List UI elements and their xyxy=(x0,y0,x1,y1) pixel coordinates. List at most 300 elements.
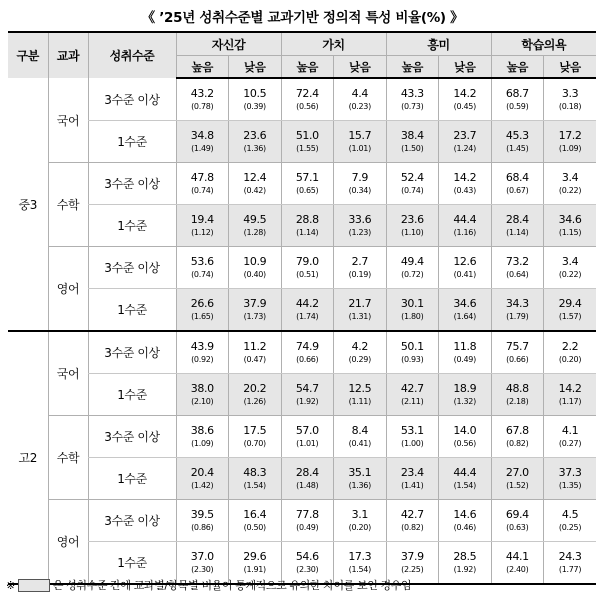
table-row xyxy=(8,458,596,500)
value-cell xyxy=(229,247,282,289)
standard-error: (1.55) xyxy=(296,144,319,153)
header-value: 가치 xyxy=(281,32,386,56)
value-cell xyxy=(491,205,544,247)
percent-value: 18.9 xyxy=(453,382,477,395)
standard-error: (1.54) xyxy=(348,565,371,574)
percent-value: 54.7 xyxy=(295,382,319,395)
value-cell xyxy=(281,374,334,416)
percent-value: 23.4 xyxy=(400,466,424,479)
percent-value: 12.5 xyxy=(348,382,372,395)
standard-error: (0.42) xyxy=(243,186,266,195)
percent-value: 20.4 xyxy=(190,466,214,479)
value-cell xyxy=(334,374,387,416)
percent-value: 27.0 xyxy=(505,466,529,479)
standard-error: (1.09) xyxy=(191,439,214,448)
value-cell xyxy=(176,331,229,374)
header-low: 낮음 xyxy=(334,56,387,79)
standard-error: (0.67) xyxy=(506,186,529,195)
percent-value: 3.4 xyxy=(561,255,579,268)
value-cell xyxy=(544,416,597,458)
standard-error: (1.64) xyxy=(453,312,476,321)
percent-value: 35.1 xyxy=(348,466,372,479)
header-high: 높음 xyxy=(491,56,544,79)
value-cell xyxy=(229,78,282,121)
value-cell xyxy=(334,458,387,500)
standard-error: (0.20) xyxy=(558,355,582,364)
standard-error: (1.10) xyxy=(401,228,424,237)
table-row xyxy=(8,416,596,458)
standard-error: (0.40) xyxy=(243,270,266,279)
value-cell xyxy=(334,247,387,289)
standard-error: (1.74) xyxy=(296,312,319,321)
percent-value: 2.7 xyxy=(351,255,368,268)
value-cell xyxy=(176,500,229,542)
percent-value: 21.7 xyxy=(348,297,372,310)
percent-value: 57.1 xyxy=(295,171,319,184)
percent-value: 11.2 xyxy=(243,340,267,353)
standard-error: (1.54) xyxy=(453,481,476,490)
percent-value: 29.4 xyxy=(558,297,582,310)
value-cell xyxy=(544,331,597,374)
standard-error: (1.15) xyxy=(558,228,582,237)
standard-error: (0.43) xyxy=(453,186,476,195)
value-cell xyxy=(334,163,387,205)
percent-value: 37.3 xyxy=(558,466,582,479)
value-cell xyxy=(544,205,597,247)
value-cell xyxy=(176,163,229,205)
standard-error: (1.79) xyxy=(506,312,529,321)
header-gubun: 구분 xyxy=(8,32,48,78)
value-cell xyxy=(176,205,229,247)
grade-cell: 중3 xyxy=(8,78,48,331)
percent-value: 48.8 xyxy=(505,382,529,395)
standard-error: (0.25) xyxy=(558,523,582,532)
percent-value: 74.9 xyxy=(295,340,319,353)
standard-error: (1.91) xyxy=(243,565,266,574)
grade-cell: 고2 xyxy=(8,331,48,584)
percent-value: 14.2 xyxy=(453,171,477,184)
header-motivation: 학습의욕 xyxy=(491,32,596,56)
standard-error: (0.63) xyxy=(506,523,529,532)
percent-value: 38.0 xyxy=(190,382,214,395)
subject-cell: 영어 xyxy=(48,500,88,585)
standard-error: (0.73) xyxy=(401,102,424,111)
level-cell: 3수준 이상 xyxy=(88,500,176,542)
value-cell xyxy=(386,247,439,289)
standard-error: (1.01) xyxy=(296,439,319,448)
percent-value: 73.2 xyxy=(505,255,529,268)
standard-error: (2.30) xyxy=(296,565,319,574)
standard-error: (1.65) xyxy=(191,312,214,321)
percent-value: 30.1 xyxy=(400,297,424,310)
value-cell xyxy=(439,247,492,289)
percent-value: 4.2 xyxy=(351,340,368,353)
table-row xyxy=(8,289,596,332)
level-cell: 1수준 xyxy=(88,374,176,416)
percent-value: 53.1 xyxy=(400,424,424,437)
standard-error: (0.74) xyxy=(401,186,424,195)
value-cell xyxy=(229,163,282,205)
standard-error: (1.28) xyxy=(243,228,266,237)
percent-value: 44.2 xyxy=(295,297,319,310)
percent-value: 47.8 xyxy=(190,171,214,184)
standard-error: (0.82) xyxy=(506,439,529,448)
value-cell xyxy=(491,458,544,500)
percent-value: 49.5 xyxy=(243,213,267,226)
value-cell xyxy=(334,78,387,121)
standard-error: (0.65) xyxy=(296,186,319,195)
percent-value: 7.9 xyxy=(351,171,368,184)
percent-value: 72.4 xyxy=(295,87,319,100)
percent-value: 69.4 xyxy=(505,508,529,521)
percent-value: 17.5 xyxy=(243,424,267,437)
value-cell xyxy=(544,78,597,121)
value-cell xyxy=(229,374,282,416)
standard-error: (2.40) xyxy=(506,565,529,574)
table-row xyxy=(8,121,596,163)
standard-error: (0.47) xyxy=(243,355,266,364)
header-subject: 교과 xyxy=(48,32,88,78)
standard-error: (1.45) xyxy=(506,144,529,153)
percent-value: 45.3 xyxy=(505,129,529,142)
percent-value: 42.7 xyxy=(400,508,424,521)
table-row xyxy=(8,78,596,121)
standard-error: (1.52) xyxy=(506,481,529,490)
percent-value: 2.2 xyxy=(561,340,579,353)
value-cell xyxy=(544,289,597,332)
standard-error: (0.49) xyxy=(296,523,319,532)
value-cell xyxy=(176,289,229,332)
standard-error: (0.41) xyxy=(348,439,371,448)
standard-error: (1.48) xyxy=(296,481,319,490)
value-cell xyxy=(386,121,439,163)
value-cell xyxy=(386,289,439,332)
value-cell xyxy=(334,205,387,247)
standard-error: (0.72) xyxy=(401,270,424,279)
percent-value: 34.6 xyxy=(558,213,582,226)
percent-value: 49.4 xyxy=(400,255,424,268)
value-cell xyxy=(491,247,544,289)
value-cell xyxy=(176,121,229,163)
standard-error: (1.50) xyxy=(401,144,424,153)
percent-value: 39.5 xyxy=(190,508,214,521)
value-cell xyxy=(544,374,597,416)
standard-error: (2.30) xyxy=(191,565,214,574)
value-cell xyxy=(386,500,439,542)
percent-value: 10.9 xyxy=(243,255,267,268)
percent-value: 53.6 xyxy=(190,255,214,268)
standard-error: (1.26) xyxy=(243,397,266,406)
percent-value: 43.9 xyxy=(190,340,214,353)
percent-value: 52.4 xyxy=(400,171,424,184)
standard-error: (1.24) xyxy=(453,144,476,153)
standard-error: (2.11) xyxy=(401,397,424,406)
value-cell xyxy=(334,331,387,374)
value-cell xyxy=(491,500,544,542)
value-cell xyxy=(491,374,544,416)
level-cell: 1수준 xyxy=(88,205,176,247)
value-cell xyxy=(281,289,334,332)
standard-error: (0.92) xyxy=(191,355,214,364)
percent-value: 43.2 xyxy=(190,87,214,100)
standard-error: (1.11) xyxy=(348,397,371,406)
standard-error: (1.57) xyxy=(558,312,582,321)
value-cell xyxy=(334,416,387,458)
percent-value: 4.4 xyxy=(351,87,368,100)
percent-value: 28.4 xyxy=(505,213,529,226)
standard-error: (0.74) xyxy=(191,186,214,195)
value-cell xyxy=(334,121,387,163)
percent-value: 34.8 xyxy=(190,129,214,142)
value-cell xyxy=(439,500,492,542)
percent-value: 12.4 xyxy=(243,171,267,184)
standard-error: (0.56) xyxy=(296,102,319,111)
standard-error: (1.00) xyxy=(401,439,424,448)
table-row xyxy=(8,331,596,374)
percent-value: 14.2 xyxy=(558,382,582,395)
standard-error: (1.49) xyxy=(191,144,214,153)
level-cell: 1수준 xyxy=(88,121,176,163)
standard-error: (0.66) xyxy=(296,355,319,364)
table-title: 《 ’25년 성취수준별 교과기반 정의적 특성 비율(%) 》 xyxy=(141,10,464,26)
standard-error: (1.32) xyxy=(453,397,476,406)
header-confidence: 자신감 xyxy=(176,32,281,56)
standard-error: (0.39) xyxy=(243,102,266,111)
level-cell: 3수준 이상 xyxy=(88,416,176,458)
percent-value: 54.6 xyxy=(295,550,319,563)
percent-value: 28.4 xyxy=(295,466,319,479)
subject-cell: 수학 xyxy=(48,416,88,500)
value-cell xyxy=(439,458,492,500)
value-cell xyxy=(439,205,492,247)
standard-error: (0.64) xyxy=(506,270,529,279)
value-cell xyxy=(386,458,439,500)
percent-value: 23.6 xyxy=(400,213,424,226)
header-level: 성취수준 xyxy=(88,32,176,78)
percent-value: 68.7 xyxy=(505,87,529,100)
percent-value: 23.6 xyxy=(243,129,267,142)
subject-cell: 영어 xyxy=(48,247,88,332)
standard-error: (1.14) xyxy=(296,228,319,237)
standard-error: (1.36) xyxy=(348,481,371,490)
percent-value: 68.4 xyxy=(505,171,529,184)
standard-error: (2.25) xyxy=(401,565,424,574)
standard-error: (0.27) xyxy=(558,439,582,448)
value-cell xyxy=(229,205,282,247)
standard-error: (2.10) xyxy=(191,397,214,406)
percent-value: 34.6 xyxy=(453,297,477,310)
value-cell xyxy=(176,374,229,416)
percent-value: 14.2 xyxy=(453,87,477,100)
subject-cell: 국어 xyxy=(48,78,88,163)
percent-value: 10.5 xyxy=(243,87,267,100)
percent-value: 37.9 xyxy=(243,297,267,310)
value-cell xyxy=(386,416,439,458)
standard-error: (1.36) xyxy=(243,144,266,153)
value-cell xyxy=(229,416,282,458)
value-cell xyxy=(334,289,387,332)
value-cell xyxy=(281,331,334,374)
percent-value: 17.2 xyxy=(558,129,582,142)
percent-value: 12.6 xyxy=(453,255,477,268)
value-cell xyxy=(281,78,334,121)
standard-error: (1.77) xyxy=(558,565,582,574)
value-cell xyxy=(439,121,492,163)
standard-error: (0.23) xyxy=(348,102,371,111)
value-cell xyxy=(491,416,544,458)
percent-value: 8.4 xyxy=(351,424,368,437)
table-row xyxy=(8,500,596,542)
table-body xyxy=(8,78,596,584)
value-cell xyxy=(439,78,492,121)
value-cell xyxy=(439,331,492,374)
value-cell xyxy=(439,542,492,585)
percent-value: 4.1 xyxy=(561,424,579,437)
value-cell xyxy=(491,78,544,121)
percent-value: 14.6 xyxy=(453,508,477,521)
standard-error: (0.50) xyxy=(243,523,266,532)
standard-error: (0.70) xyxy=(243,439,266,448)
percent-value: 16.4 xyxy=(243,508,267,521)
value-cell xyxy=(334,500,387,542)
percent-value: 37.0 xyxy=(190,550,214,563)
value-cell xyxy=(229,121,282,163)
standard-error: (0.34) xyxy=(348,186,371,195)
value-cell xyxy=(491,163,544,205)
percent-value: 28.8 xyxy=(295,213,319,226)
standard-error: (0.74) xyxy=(191,270,214,279)
value-cell xyxy=(281,416,334,458)
standard-error: (0.46) xyxy=(453,523,476,532)
standard-error: (0.49) xyxy=(453,355,476,364)
standard-error: (1.41) xyxy=(401,481,424,490)
value-cell xyxy=(281,163,334,205)
percent-value: 38.4 xyxy=(400,129,424,142)
value-cell xyxy=(386,331,439,374)
standard-error: (0.56) xyxy=(453,439,476,448)
standard-error: (1.92) xyxy=(453,565,476,574)
header-interest: 흥미 xyxy=(386,32,491,56)
standard-error: (1.09) xyxy=(558,144,582,153)
percent-value: 15.7 xyxy=(348,129,372,142)
value-cell xyxy=(544,500,597,542)
standard-error: (1.35) xyxy=(558,481,582,490)
value-cell xyxy=(281,500,334,542)
value-cell xyxy=(386,163,439,205)
table-row xyxy=(8,374,596,416)
standard-error: (0.51) xyxy=(296,270,319,279)
percent-value: 43.3 xyxy=(400,87,424,100)
standard-error: (0.86) xyxy=(191,523,214,532)
percent-value: 17.3 xyxy=(348,550,372,563)
level-cell: 1수준 xyxy=(88,289,176,332)
percent-value: 3.4 xyxy=(561,171,579,184)
value-cell xyxy=(491,542,544,585)
standard-error: (0.59) xyxy=(506,102,529,111)
value-cell xyxy=(176,416,229,458)
percent-value: 38.6 xyxy=(190,424,214,437)
percent-value: 57.0 xyxy=(295,424,319,437)
shade-legend-swatch xyxy=(18,579,50,592)
value-cell xyxy=(544,121,597,163)
percent-value: 77.8 xyxy=(295,508,319,521)
header-high: 높음 xyxy=(386,56,439,79)
value-cell xyxy=(229,458,282,500)
standard-error: (1.14) xyxy=(506,228,529,237)
standard-error: (1.73) xyxy=(243,312,266,321)
value-cell xyxy=(229,289,282,332)
affective-traits-table xyxy=(8,31,596,585)
standard-error: (1.17) xyxy=(558,397,582,406)
level-cell: 3수준 이상 xyxy=(88,163,176,205)
standard-error: (0.93) xyxy=(401,355,424,364)
standard-error: (0.19) xyxy=(348,270,371,279)
standard-error: (1.01) xyxy=(348,144,371,153)
percent-value: 79.0 xyxy=(295,255,319,268)
percent-value: 19.4 xyxy=(190,213,214,226)
percent-value: 3.3 xyxy=(561,87,579,100)
standard-error: (1.31) xyxy=(348,312,371,321)
percent-value: 50.1 xyxy=(400,340,424,353)
percent-value: 24.3 xyxy=(558,550,582,563)
standard-error: (1.12) xyxy=(191,228,214,237)
percent-value: 51.0 xyxy=(295,129,319,142)
value-cell xyxy=(386,78,439,121)
percent-value: 44.4 xyxy=(453,213,477,226)
percent-value: 14.0 xyxy=(453,424,477,437)
percent-value: 3.1 xyxy=(351,508,368,521)
standard-error: (1.80) xyxy=(401,312,424,321)
value-cell xyxy=(439,163,492,205)
footnote-text: 은 성취수준 간에 교과별/항목별 비율이 통계적으로 유의한 차이를 보인 경우임 xyxy=(52,579,412,592)
standard-error: (1.23) xyxy=(348,228,371,237)
percent-value: 29.6 xyxy=(243,550,267,563)
percent-value: 33.6 xyxy=(348,213,372,226)
percent-value: 34.3 xyxy=(505,297,529,310)
percent-value: 23.7 xyxy=(453,129,477,142)
header-high: 높음 xyxy=(281,56,334,79)
value-cell xyxy=(491,121,544,163)
value-cell xyxy=(176,78,229,121)
header-low: 낮음 xyxy=(439,56,492,79)
standard-error: (1.54) xyxy=(243,481,266,490)
subject-cell: 국어 xyxy=(48,331,88,416)
standard-error: (0.82) xyxy=(401,523,424,532)
value-cell xyxy=(176,247,229,289)
level-cell: 1수준 xyxy=(88,458,176,500)
level-cell: 3수준 이상 xyxy=(88,78,176,121)
standard-error: (2.18) xyxy=(506,397,529,406)
standard-error: (0.22) xyxy=(558,270,582,279)
percent-value: 37.9 xyxy=(400,550,424,563)
value-cell xyxy=(281,458,334,500)
value-cell xyxy=(439,416,492,458)
value-cell xyxy=(491,331,544,374)
percent-value: 11.8 xyxy=(453,340,477,353)
value-cell xyxy=(281,205,334,247)
percent-value: 48.3 xyxy=(243,466,267,479)
value-cell xyxy=(439,374,492,416)
percent-value: 20.2 xyxy=(243,382,267,395)
value-cell xyxy=(229,500,282,542)
value-cell xyxy=(229,331,282,374)
value-cell xyxy=(281,247,334,289)
standard-error: (1.42) xyxy=(191,481,214,490)
percent-value: 75.7 xyxy=(505,340,529,353)
percent-value: 28.5 xyxy=(453,550,477,563)
header-low: 낮음 xyxy=(229,56,282,79)
footnote-mark: ※ xyxy=(6,578,15,592)
